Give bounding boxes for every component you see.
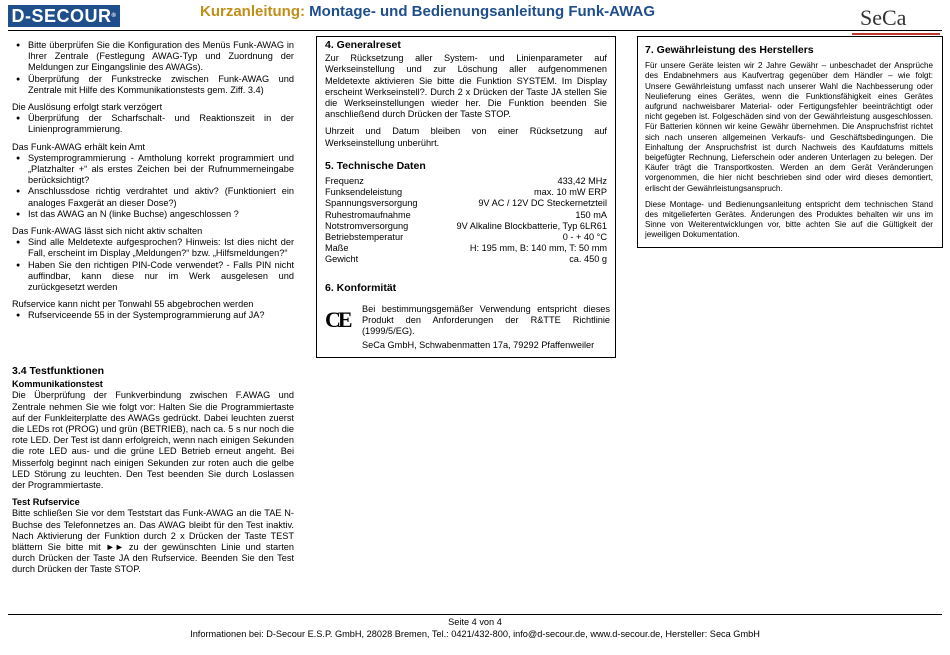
problem-heading: Das Funk-AWAG lässt sich nicht aktiv schalten	[12, 226, 203, 237]
list-item: ● Rufserviceende 55 in der Systemprogrammierung auf JA?	[28, 310, 294, 321]
spec-row: Frequenz 433,42 MHz	[325, 176, 607, 187]
column-3	[645, 45, 933, 247]
document-title	[200, 3, 655, 20]
problem-checklist	[12, 153, 294, 220]
seca-logo-text: SeCa	[860, 5, 907, 30]
ce-mark-icon: CE	[325, 307, 350, 332]
problem-checklist	[12, 310, 294, 321]
config-checklist	[12, 40, 294, 96]
section-title: 4. Generalreset	[325, 39, 401, 51]
list-item: ● Anschlussdose richtig verdrahtet und aktiv? (Funktioniert ein analoges Faxgerät an dieser Dose?)	[28, 186, 294, 208]
problem-heading: Das Funk-AWAG erhält kein Amt	[12, 141, 146, 152]
conformity-text-block	[362, 304, 610, 357]
page-number: Seite 4 von 4	[448, 617, 502, 627]
section-title: 6. Konformität	[325, 282, 397, 294]
spec-row: Gewicht ca. 450 g	[325, 254, 607, 265]
reset-text: Zur Rücksetzung aller System- und Linienparameter auf Werkseinstellung und zur Löschung aller aufgenommenen Meldetexte aktivieren Sie bitte die Funktion SYSTEM. Im Display erscheint Werkseinstell?. Durch 2 x Drücken der Taste JA stellen Sie die Werkseinstellungen wieder her. Die Funktion beenden Sie anschließend durch Drücken der Taste STOP.	[325, 53, 607, 120]
subsection-title: Kommunikationstest	[12, 379, 103, 390]
document-note: Diese Montage- und Bedienungsanleitung entspricht dem technischen Stand des mitgelieferten Gerätes. Änderungen des Produktes behalten wir uns im Sinne von Weiterentwicklungen vor, bitte achten Sie auf die Gültigkeit der jeweiligen Dokumentation.	[645, 199, 933, 240]
d-secour-logo: D-SECOUR®	[8, 5, 120, 27]
section-title: 3.4 Testfunktionen	[12, 365, 104, 377]
list-item: ● Ist das AWAG an N (linke Buchse) angeschlossen ?	[28, 209, 294, 220]
spec-row: Spannungsversorgung 9V AC / 12V DC Steckernetzteil	[325, 198, 607, 209]
column-1	[12, 40, 294, 328]
list-item: ● Überprüfung der Scharfschalt- und Reaktionszeit in der Linienprogrammierung.	[28, 113, 294, 135]
problem-heading: Die Auslösung erfolgt stark verzögert	[12, 102, 163, 113]
column-2	[325, 40, 607, 266]
communication-test-text: Die Überprüfung der Funkverbindung zwischen F.AWAG und Zentrale nehmen Sie wie folgt vor: Halten Sie die Programmiertaste auf der Funkleiterplatte des AWAGs gedrückt. Dabei leuchten zuerst die LEDs rot (PROG) und grün (BETRIEB), nach ca. 5 s nur noch die rote LED. Der Test ist dann erfolgreich, wenn nach einigen Sekunden die rote LED aus- und die grüne LED Betrieb erneut angeht. Bei Misserfolg beginnt nach einigen Sekunden zur roten auch die gelbe LED Störung zu leuchten. Den Test beenden Sie durch Loslassen der Programmiertaste.	[12, 390, 294, 491]
footer-divider	[8, 614, 942, 615]
spec-table	[325, 176, 607, 266]
spec-row: Notstromversorgung 9V Alkaline Blockbatterie, Typ 6LR61	[325, 220, 607, 231]
section-title: 7. Gewährleistung des Herstellers	[645, 44, 814, 56]
test-functions-section	[12, 366, 294, 582]
conformity-section	[325, 283, 607, 296]
spec-row: Ruhestromaufnahme 150 mA	[325, 209, 607, 220]
list-item: ● Haben Sie den richtigen PIN-Code verwendet? - Falls PIN nicht auffindbar, kann diese nur im Werk ausgelesen und zurückgesetzt werden	[28, 260, 294, 294]
title-rest: Montage- und Bedienungsanleitung Funk-AWAG	[309, 3, 655, 20]
list-item: ● Bitte überprüfen Sie die Konfiguration des Menüs Funk-AWAG in Ihrer Zentrale (Festlegung AWAG-Typ und Zuordnung der Meldungen zur Eingangslinie des AWAGs).	[28, 40, 294, 74]
spec-row: Maße H: 195 mm, B: 140 mm, T: 50 mm	[325, 243, 607, 254]
problem-heading: Rufservice kann nicht per Tonwahl 55 abgebrochen werden	[12, 299, 254, 310]
list-item: ● Sind alle Meldetexte aufgesprochen? Hinweis: Ist dies nicht der Fall, erscheint im Display „Meldungen?“ bzw. „Hilfsmeldungen?“	[28, 237, 294, 259]
subsection-title: Test Rufservice	[12, 497, 80, 508]
footer-info: Informationen bei: D-Secour E.S.P. GmbH, 28028 Bremen, Tel.: 0421/432-800, info@d-secour.de, www.d-secour.de, Hersteller: Seca GmbH	[190, 629, 760, 639]
spec-row: Funksendeleistung max. 10 mW ERP	[325, 187, 607, 198]
spec-row: Betriebstemperatur 0 - + 40 °C	[325, 232, 607, 243]
list-item: ● Systemprogrammierung - Amtholung korrekt programmiert und „Platzhalter +“ als erstes Zeichen bei der Rufnummerneingabe berücksichtigt?	[28, 153, 294, 187]
manufacturer-address: SeCa GmbH, Schwabenmatten 17a, 79292 Pfaffenweiler	[362, 339, 595, 350]
problem-checklist	[12, 113, 294, 135]
warranty-text: Für unsere Geräte leisten wir 2 Jahre Gewähr – unbeschadet der Ansprüche des Endabnehmers aus Kaufvertrag gegenüber dem Händler – wie folgt: Unsere Gewährleistung umfasst nach unserer Wahl die Nachbesserung oder Neulieferung eines Gerätes, wenn die Funktionsfähigkeit eines Gerätes aufgrund nachweisbarer Material- oder Fertigungsfehler beeinträchtigt oder nicht gegeben ist. Folgeschäden sind von der Gewährleistung ausgeschlossen. Für Batterien können wir keine Gewähr übernehmen. Die Anspruchsfrist richtet sich nach unseren allgemeinen Verkaufs- und Geschäftsbedingungen. Die Einhaltung der Anspruchsfrist ist durch Nachweis des Kaufdatums mittels beigefügter Rechnung, Lieferschein oder anderen Unterlagen zu belegen. Der Käufer trägt die Transportkosten. Werden an dem Gerät Veränderungen vorgenommen, die hier nicht beschrieben sind oder wird dieses demontiert, erlischt der Gewährleistungsanspruch.	[645, 61, 933, 193]
problem-checklist	[12, 237, 294, 293]
call-service-test-text: Bitte schließen Sie vor dem Teststart das Funk-AWAG an die TAE N-Buchse des Telefonnetzes an. Das AWAG bleibt für den Test inaktiv. Nach Aktivierung der Funktion durch 2 x Drücken der Taste TEST blättern Sie bitte mit ►► zu der gewünschten Linie und starten durch Drücken der Taste JA den Rufservice. Beenden Sie den Test durch Drücken der Taste STOP.	[12, 508, 294, 575]
section-title: 5. Technische Daten	[325, 159, 426, 172]
header-divider	[8, 30, 942, 31]
conformity-text: Bei bestimmungsgemäßer Verwendung entspricht dieses Produkt den Anforderungen der R&TTE Richtlinie (1999/5/EG).	[362, 304, 610, 337]
title-highlight: Kurzanleitung:	[200, 3, 305, 20]
reset-note: Uhrzeit und Datum bleiben von einer Rücksetzung auf Werkseinstellung unberührt.	[325, 126, 607, 148]
list-item: ● Überprüfung der Funkstrecke zwischen Funk-AWAG und Zentrale mit Hilfe des Kommunikationstests gem. Ziff. 3.4)	[28, 74, 294, 96]
